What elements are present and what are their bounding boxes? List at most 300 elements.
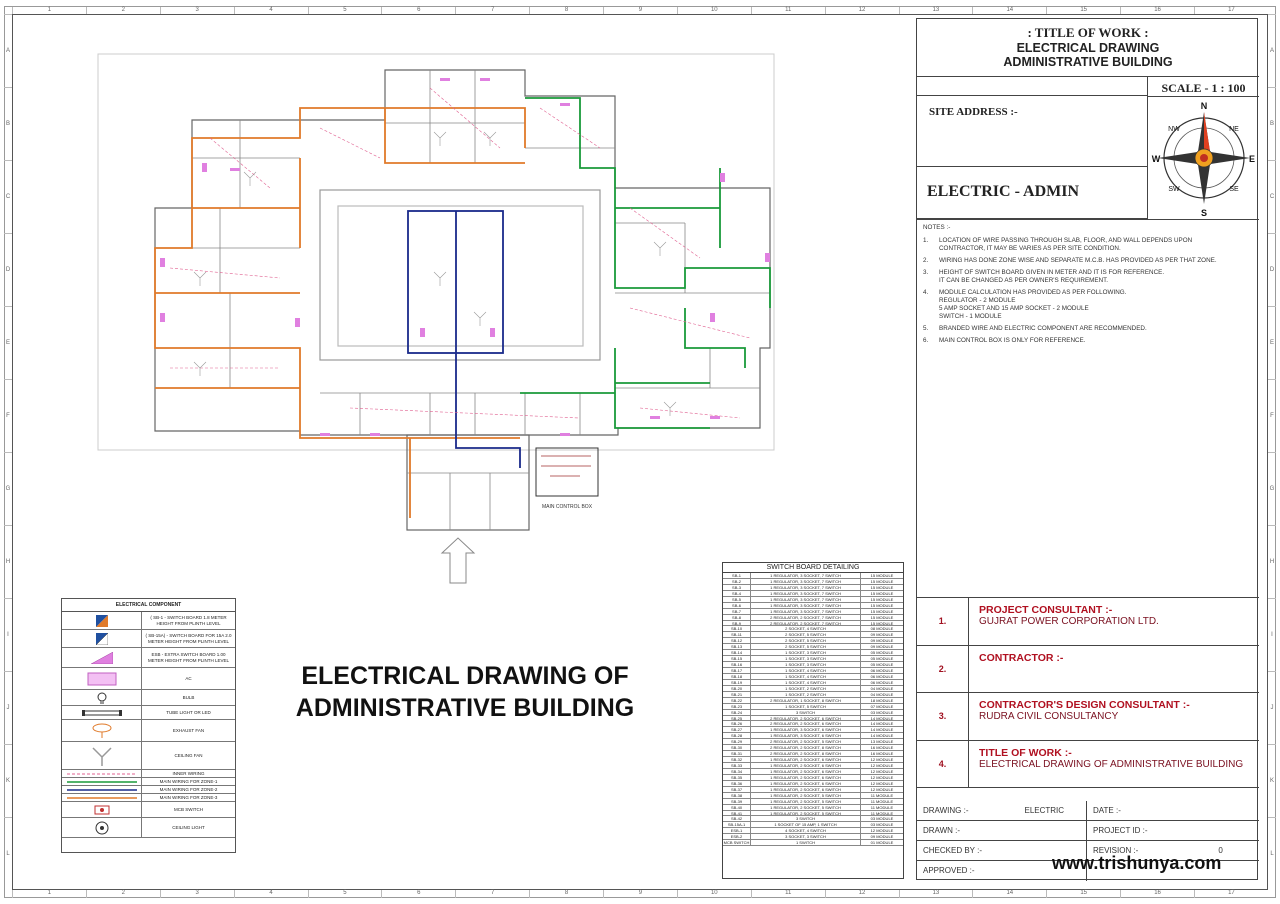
sb-id-cell: SB-10	[723, 626, 751, 631]
scale: SCALE - 1 : 100	[1147, 77, 1259, 97]
note-text: BRANDED WIRE AND ELECTRIC COMPONENT ARE RECOMMENDED.	[939, 325, 1147, 332]
sb-1-icon	[62, 612, 142, 629]
sb-components-cell: 1 REGULATOR, 2 SOCKET, 6 SWITCH	[751, 757, 861, 762]
note-text: WIRING HAS DONE ZONE WISE AND SEPARATE M.C.B. HAS PROVIDED AS PER THAT ZONE.	[939, 257, 1217, 264]
ceiling-fans	[194, 132, 676, 416]
sb-id-cell: SB-22	[723, 698, 751, 703]
sb-module-cell: 07 MODULE	[870, 703, 894, 709]
party-label: CONTRACTOR'S DESIGN CONSULTANT :-	[979, 699, 1190, 711]
switch-board-table-title: SWITCH BOARD DETAILING	[723, 563, 903, 573]
sb-id-cell: SB-5	[723, 597, 751, 602]
sb-module-cell: 15 MODULE	[870, 590, 894, 596]
ruler-bottom-mark: 6	[381, 890, 455, 898]
sb-id-cell: SB-40	[723, 805, 751, 810]
ruler-right-mark: E	[1268, 306, 1276, 379]
ac-icon	[62, 668, 142, 689]
compass-n: N	[1200, 101, 1208, 111]
ruler-right-mark: D	[1268, 233, 1276, 306]
legend-item-label: ESB - EXTRA SWITCH BOARD 1.00 METER HEIGHT FROM PLINTH LEVEL	[148, 652, 229, 663]
legend-item-label: MAIN WIRING FOR ZONE-1	[159, 778, 218, 784]
sb-id-cell: ESB-2	[723, 834, 751, 839]
sb-components-cell: 1 SOCKET, 4 SWITCH	[751, 668, 861, 673]
note-item	[923, 257, 1253, 265]
sb-id-cell: SB-39	[723, 799, 751, 804]
legend-row	[62, 778, 235, 786]
sb-id-cell: SB-18	[723, 674, 751, 679]
party-value: ELECTRICAL DRAWING OF ADMINISTRATIVE BUILDING	[979, 758, 1244, 770]
ruler-top-mark: 6	[381, 7, 455, 14]
site-address-label: SITE ADDRESS :-	[929, 106, 1018, 118]
sb-id-cell: SB-33	[723, 763, 751, 768]
sb-module-cell: 03 MODULE	[870, 822, 894, 828]
ruler-right-mark: K	[1268, 744, 1276, 817]
sb-components-cell: 1 REGULATOR, 2 SOCKET, 6 SWITCH	[751, 787, 861, 792]
ruler-left-mark: E	[4, 306, 12, 379]
ruler-top-mark: 17	[1194, 7, 1268, 14]
sheet-name: ELECTRIC - ADMIN	[917, 167, 1147, 219]
sb-module-cell: 06 MODULE	[870, 673, 894, 679]
sb-id-cell: SB-4	[723, 591, 751, 596]
sb-id-cell: SB-11	[723, 632, 751, 637]
sb-id-cell: SB-23	[723, 704, 751, 709]
main-control-box	[536, 448, 598, 510]
title-line1: ELECTRICAL DRAWING	[1016, 41, 1160, 55]
sb-id-cell: SB-28	[723, 733, 751, 738]
ruler-bottom-mark: 10	[677, 890, 751, 898]
sb-components-cell: 2 REGULATOR, 2 SOCKET, 8 SWITCH	[751, 751, 861, 756]
sb-components-cell: 3 SOCKET, 3 SWITCH	[751, 834, 861, 839]
ruler-top-mark: 4	[234, 7, 308, 14]
ruler-top-mark: 15	[1046, 7, 1120, 14]
compass-rose	[1147, 97, 1259, 219]
compass-sw: SW	[1168, 186, 1180, 193]
legend-row	[62, 690, 235, 706]
sb-components-cell: 1 SOCKET, 4 SWITCH	[751, 680, 861, 685]
sb-id-cell: SB-2	[723, 579, 751, 584]
sb-id-cell: SB-15A-1	[723, 822, 751, 827]
note-text: MODULE CALCULATION HAS PROVIDED AS PER FOLLOWING. REGULATOR - 2 MODULE 5 AMP SOCKET AND 15 AMP SOCKET - 2 MODULE SWITCH - 1 MODULE	[939, 289, 1127, 320]
sb-id-cell: SB-41	[723, 811, 751, 816]
sb-components-cell: 1 REGULATOR, 2 SOCKET, 6 SWITCH	[751, 763, 861, 768]
sb-id-cell: SB-38	[723, 793, 751, 798]
sb-module-cell: 15 MODULE	[870, 614, 894, 620]
note-number: 3.	[923, 269, 929, 276]
ruler-right-mark: L	[1268, 817, 1276, 890]
legend-row	[62, 706, 235, 720]
sb-module-cell: 11 MODULE	[870, 810, 894, 816]
sb-components-cell: 1 REGULATOR, 2 SOCKET, 6 SWITCH	[751, 775, 861, 780]
watermark: www.trishunya.com	[1052, 853, 1222, 873]
sb-module-cell: 12 MODULE	[870, 763, 894, 768]
sb-components-cell: 1 REGULATOR, 2 SOCKET, 6 SWITCH	[751, 769, 861, 774]
sb-components-cell: 1 REGULATOR, 2 SOCKET, 6 SWITCH	[751, 781, 861, 786]
sb-components-cell: 1 REGULATOR, 3 SOCKET, 7 SWITCH	[751, 591, 861, 596]
ruler-top-mark: 9	[603, 7, 677, 14]
sb-module-cell: 12 MODULE	[870, 768, 894, 774]
sb-components-cell: 1 REGULATOR, 3 SOCKET, 6 SWITCH	[751, 733, 861, 738]
ruler-right-mark: A	[1268, 14, 1276, 87]
sb-id-cell: SB-31	[723, 751, 751, 756]
ruler-bottom-mark: 2	[86, 890, 160, 898]
party-number: 2.	[917, 646, 969, 693]
legend-row	[62, 818, 235, 838]
room-partitions	[155, 70, 770, 530]
ruler-left-mark: F	[4, 379, 12, 452]
sb-module-cell: 05 MODULE	[870, 656, 894, 662]
project-id-field: PROJECT ID :-	[1087, 821, 1259, 841]
sb-id-cell: SB-25	[723, 716, 751, 721]
legend-item-label: CEILING LIGHT	[172, 824, 205, 830]
ruler-bottom-mark: 11	[751, 890, 825, 898]
sb-module-cell: 09 MODULE	[870, 638, 894, 644]
sb-module-cell: 12 MODULE	[870, 774, 894, 780]
ruler-top-mark: 13	[899, 7, 973, 14]
sb-module-cell: 15 MODULE	[870, 578, 894, 584]
party-label: TITLE OF WORK :-	[979, 746, 1072, 759]
ruler-top-mark: 3	[160, 7, 234, 14]
zone-3-wiring	[155, 108, 525, 518]
building-walls	[155, 70, 770, 530]
sb-components-cell: 1 SOCKET, 4 SWITCH	[751, 674, 861, 679]
legend-row	[62, 648, 235, 668]
ruler-top-mark: 2	[86, 7, 160, 14]
sb-components-cell: 1 SOCKET, 5 SWITCH	[751, 704, 861, 709]
note-number: 2.	[923, 257, 929, 264]
sb-module-cell: 14 MODULE	[870, 733, 894, 739]
legend-row	[62, 802, 235, 818]
ceiling-light-icon	[62, 818, 142, 837]
legend-item-label: AC	[185, 675, 192, 681]
sb-components-cell: 1 REGULATOR, 2 SOCKET, 5 SWITCH	[751, 793, 861, 798]
note-number: 1.	[923, 237, 929, 244]
sb-id-cell: SB-34	[723, 769, 751, 774]
sb-id-cell: SB-19	[723, 680, 751, 685]
sb-id-cell: SB-14	[723, 650, 751, 655]
party-row	[917, 598, 1259, 646]
sb-id-cell: SB-42	[723, 816, 751, 821]
note-number: 4.	[923, 289, 929, 296]
compass-w: W	[1151, 154, 1161, 164]
party-number: 1.	[917, 598, 969, 645]
legend-row	[62, 770, 235, 778]
sb-module-cell: 09 MODULE	[870, 632, 894, 638]
party-value: RUDRA CIVIL CONSULTANCY	[979, 711, 1119, 722]
note-text: HEIGHT OF SWITCH BOARD GIVEN IN METER AND IT IS FOR REFERENCE. IT CAN BE CHANGED AS PER OWNER'S REQUIREMENT.	[939, 269, 1165, 284]
ruler-top	[12, 7, 1268, 14]
note-text: MAIN CONTROL BOX IS ONLY FOR REFERENCE.	[939, 337, 1086, 344]
note-item	[923, 337, 1253, 345]
compass-s: S	[1200, 208, 1208, 218]
ruler-bottom-mark: 14	[972, 890, 1046, 898]
ruler-right-mark: F	[1268, 379, 1276, 452]
sb-id-cell: SB-27	[723, 727, 751, 732]
exhaust-fan-icon	[62, 720, 142, 741]
legend-item-label: EXHAUST FAN	[172, 727, 205, 733]
sb-id-cell: SB-20	[723, 686, 751, 691]
esb-icon	[62, 648, 142, 667]
sb-components-cell: 3 SWITCH	[751, 816, 861, 821]
sb-id-cell: SB-26	[723, 721, 751, 726]
sb-components-cell: 2 REGULATOR, 2 SOCKET, 7 SWITCH	[751, 621, 861, 626]
sb-module-cell: 15 MODULE	[870, 620, 894, 626]
zone-1-wiring	[520, 98, 770, 428]
sb-module-cell: 15 MODULE	[870, 584, 894, 590]
ruler-left	[4, 14, 12, 890]
drawing-big-title	[270, 660, 660, 724]
site-address-box	[917, 95, 1147, 167]
entrance-arrow	[442, 538, 474, 583]
legend-row	[62, 742, 235, 770]
ruler-right-mark: B	[1268, 87, 1276, 160]
ruler-right	[1268, 14, 1276, 890]
ruler-top-mark: 14	[972, 7, 1046, 14]
sb-id-cell: SB-1	[723, 573, 751, 578]
party-number: 3.	[917, 693, 969, 740]
sb-components-cell: 1 SOCKET, 2 SWITCH	[751, 686, 861, 691]
sb-module-cell: 12 MODULE	[870, 786, 894, 792]
sb-components-cell: 2 REGULATOR, 2 SOCKET, 6 SWITCH	[751, 716, 861, 721]
big-title-line2: ADMINISTRATIVE BUILDING	[295, 694, 635, 722]
sb-components-cell: 1 REGULATOR, 3 SOCKET, 6 SWITCH	[751, 727, 861, 732]
sb-module-cell: 15 MODULE	[870, 608, 894, 614]
ruler-bottom-mark: 15	[1046, 890, 1120, 898]
ruler-bottom-mark: 13	[899, 890, 973, 898]
legend-row	[62, 794, 235, 802]
sb-module-cell: 15 MODULE	[870, 596, 894, 602]
sb-components-cell: 2 REGULATOR, 2 SOCKET, 6 SWITCH	[751, 721, 861, 726]
date-field: DATE :-	[1087, 801, 1259, 821]
ruler-top-mark: 16	[1120, 7, 1194, 14]
compass-e: E	[1248, 154, 1256, 164]
sb-module-cell: 14 MODULE	[870, 727, 894, 733]
sb-module-cell: 13 MODULE	[870, 739, 894, 745]
sb-components-cell: 1 SOCKET, 3 SWITCH	[751, 650, 861, 655]
party-value: GUJRAT POWER CORPORATION LTD.	[979, 616, 1159, 627]
sb-module-cell: 11 MODULE	[870, 792, 894, 798]
ruler-left-mark: G	[4, 452, 12, 525]
site-outline	[98, 54, 774, 450]
note-item	[923, 289, 1253, 321]
sb-components-cell: 2 REGULATOR, 2 SOCKET, 5 SWITCH	[751, 739, 861, 744]
ruler-left-mark: C	[4, 160, 12, 233]
sb-module-cell: 06 MODULE	[870, 668, 894, 673]
party-body	[969, 598, 1259, 645]
sb-components-cell: 1 REGULATOR, 3 SOCKET, 7 SWITCH	[751, 573, 861, 578]
party-row	[917, 693, 1259, 741]
sb-components-cell: 2 REGULATOR, 1 SOCKET, 8 SWITCH	[751, 698, 861, 703]
sb-module-cell: 09 MODULE	[870, 834, 894, 840]
legend-item-label: TUBE LIGHT OR LED	[166, 709, 211, 715]
legend-row	[62, 668, 235, 690]
sb-15a-icon	[62, 630, 142, 647]
legend-item-label: CEILING FAN	[174, 752, 203, 758]
sb-module-cell: 16 MODULE	[870, 751, 894, 757]
ruler-top-mark: 12	[825, 7, 899, 14]
ruler-left-mark: B	[4, 87, 12, 160]
party-label: PROJECT CONSULTANT :-	[979, 604, 1113, 616]
ruler-bottom-mark: 1	[12, 890, 86, 898]
party-body	[969, 646, 1259, 693]
title-of-work-label: : TITLE OF WORK :	[1027, 25, 1149, 40]
ruler-bottom-mark: 4	[234, 890, 308, 898]
ruler-top-mark: 1	[12, 7, 86, 14]
legend-item-label: MAIN WIRING FOR ZONE-3	[159, 794, 218, 800]
sb-components-cell: 4 SOCKET, 4 SWITCH	[751, 828, 861, 833]
sb-id-cell: SB-15	[723, 656, 751, 661]
notes-section	[917, 219, 1259, 353]
legend-item-label: ( SB-1 - SWITCH BOARD 1.8 METER HEIGHT FROM PLINTH LEVEL	[150, 615, 227, 626]
drawn-field: DRAWN :-	[917, 821, 1087, 841]
ruler-top-mark: 10	[677, 7, 751, 14]
ruler-top-mark: 11	[751, 7, 825, 14]
switch-board-detailing-table	[722, 562, 904, 879]
note-item	[923, 325, 1253, 333]
ruler-right-mark: J	[1268, 671, 1276, 744]
ruler-left-mark: D	[4, 233, 12, 306]
ruler-top-mark: 8	[529, 7, 603, 14]
compass-nw: NW	[1168, 126, 1180, 133]
ruler-bottom-mark: 7	[455, 890, 529, 898]
compass-se: SE	[1229, 186, 1239, 193]
party-row	[917, 646, 1259, 694]
sb-id-cell: SB-35	[723, 775, 751, 780]
sb-module-cell: 04 MODULE	[870, 685, 894, 691]
legend-row	[62, 720, 235, 742]
ruler-bottom-mark: 3	[160, 890, 234, 898]
legend-item-label: ( SB-15A) - SWITCH BOARD FOR 15A 2.0 METER HEIGHT FROM PLINTH LEVEL	[145, 633, 232, 644]
ruler-left-mark: L	[4, 817, 12, 890]
ruler-top-mark: 7	[455, 7, 529, 14]
sb-id-cell: SB-3	[723, 585, 751, 590]
ruler-bottom-mark: 17	[1194, 890, 1268, 898]
sb-id-cell: SB-8	[723, 615, 751, 620]
note-number: 5.	[923, 325, 929, 332]
inner-wiring-icon	[62, 770, 142, 777]
sb-id-cell: SB-12	[723, 638, 751, 643]
zone-1-wiring-icon	[62, 778, 142, 785]
compass-ne: NE	[1229, 126, 1239, 133]
sb-id-cell: SB-24	[723, 710, 751, 715]
sb-id-cell: SB-29	[723, 739, 751, 744]
sb-components-cell: 2 SOCKET, 4 SWITCH	[751, 626, 861, 631]
sb-id-cell: SB-6	[723, 603, 751, 608]
main-control-box-label: MAIN CONTROL BOX	[541, 504, 593, 510]
party-number: 4.	[917, 741, 969, 788]
checked-by-field: CHECKED BY :-	[917, 841, 1087, 861]
ruler-right-mark: H	[1268, 525, 1276, 598]
sb-id-cell: SB-7	[723, 609, 751, 614]
sb-components-cell: 1 REGULATOR, 2 SOCKET, 5 SWITCH	[751, 805, 861, 810]
sb-components-cell: 1 REGULATOR, 3 SOCKET, 7 SWITCH	[751, 597, 861, 602]
sb-components-cell: 2 REGULATOR, 2 SOCKET, 7 SWITCH	[751, 615, 861, 620]
note-text: LOCATION OF WIRE PASSING THROUGH SLAB, FLOOR, AND WALL DEPENDS UPON CONTRACTOR, IT MAY BE VARIES AS PER SITE CONDITION.	[939, 237, 1193, 252]
note-item	[923, 237, 1253, 253]
ruler-bottom-mark: 9	[603, 890, 677, 898]
compass-icon	[1148, 97, 1260, 219]
sb-id-cell: SB-9	[723, 621, 751, 626]
legend-row	[62, 786, 235, 794]
zone-2-wiring-icon	[62, 786, 142, 793]
title-line2: ADMINISTRATIVE BUILDING	[1003, 55, 1173, 69]
legend-item-label: INNER WIRING	[172, 770, 205, 776]
sb-components-cell: 2 SOCKET, 5 SWITCH	[751, 632, 861, 637]
sb-components-cell: 1 SOCKET, 2 SWITCH	[751, 692, 861, 697]
zone-3-wiring-icon	[62, 794, 142, 801]
sb-module-cell: 18 MODULE	[870, 697, 894, 703]
ruler-right-mark: G	[1268, 452, 1276, 525]
tube-light-icon	[62, 706, 142, 719]
sb-id-cell: SB-16	[723, 662, 751, 667]
sb-components-cell: 2 SOCKET, 5 SWITCH	[751, 638, 861, 643]
ruler-bottom-mark: 12	[825, 890, 899, 898]
ruler-bottom	[12, 890, 1268, 898]
sb-module-cell: 12 MODULE	[870, 828, 894, 834]
title-of-work-header	[917, 19, 1259, 77]
ruler-right-mark: I	[1268, 598, 1276, 671]
sb-module-cell: 04 MODULE	[870, 691, 894, 697]
floor-plan	[20, 48, 800, 588]
ruler-left-mark: A	[4, 14, 12, 87]
big-title-line1: ELECTRICAL DRAWING OF	[301, 662, 629, 690]
sb-module-cell: 09 MODULE	[870, 644, 894, 650]
electrical-component-legend	[61, 598, 236, 853]
mcb-switch-icon	[62, 802, 142, 817]
ruler-left-mark: K	[4, 744, 12, 817]
party-body	[969, 741, 1259, 788]
legend-row	[62, 630, 235, 648]
sb-components-cell: 2 SOCKET, 5 SWITCH	[751, 644, 861, 649]
table-row	[723, 840, 903, 846]
ceiling-fan-icon	[62, 742, 142, 769]
ruler-bottom-mark: 8	[529, 890, 603, 898]
party-body	[969, 693, 1259, 740]
legend-item-label: MAIN WIRING FOR ZONE-2	[159, 786, 218, 792]
sb-module-cell: 11 MODULE	[870, 804, 894, 810]
approved-field: APPROVED :-	[917, 861, 1087, 881]
sb-id-cell: ESB-1	[723, 828, 751, 833]
zone-2-wiring	[408, 211, 520, 468]
sb-module-cell: 08 MODULE	[870, 626, 894, 632]
sb-id-cell: SB-17	[723, 668, 751, 673]
sb-components-cell: 1 SWITCH	[751, 840, 861, 845]
sb-components-cell: 1 REGULATOR, 3 SOCKET, 7 SWITCH	[751, 609, 861, 614]
sb-components-cell: 1 REGULATOR, 2 SOCKET, 5 SWITCH	[751, 811, 861, 816]
revision-field: REVISION :- 0	[1087, 841, 1259, 861]
sb-id-cell: SB-36	[723, 781, 751, 786]
sb-module-cell: 03 MODULE	[870, 709, 894, 715]
sb-module-cell: 14 MODULE	[870, 721, 894, 727]
ruler-top-mark: 5	[308, 7, 382, 14]
sb-components-cell: 1 SOCKET OF 15 AMP, 1 SWITCH	[751, 822, 861, 827]
sb-components-cell: 1 REGULATOR, 3 SOCKET, 7 SWITCH	[751, 585, 861, 590]
legend-item-label: BULB	[182, 694, 195, 700]
sb-module-cell: 06 MODULE	[870, 679, 894, 685]
note-item	[923, 269, 1253, 285]
ruler-left-mark: J	[4, 671, 12, 744]
sb-module-cell: 16 MODULE	[870, 745, 894, 751]
sb-components-cell: 1 REGULATOR, 2 SOCKET, 5 SWITCH	[751, 799, 861, 804]
ruler-right-mark: C	[1268, 160, 1276, 233]
sb-module-cell: 12 MODULE	[870, 780, 894, 786]
ruler-bottom-mark: 16	[1120, 890, 1194, 898]
title-block	[916, 18, 1258, 880]
sb-id-cell: SB-37	[723, 787, 751, 792]
legend-item-label: MCB SWITCH	[174, 806, 203, 812]
sb-module-cell: 05 MODULE	[870, 662, 894, 667]
sb-id-cell: SB-13	[723, 644, 751, 649]
notes-heading: NOTES :-	[923, 224, 951, 231]
sb-id-cell: SB-21	[723, 692, 751, 697]
